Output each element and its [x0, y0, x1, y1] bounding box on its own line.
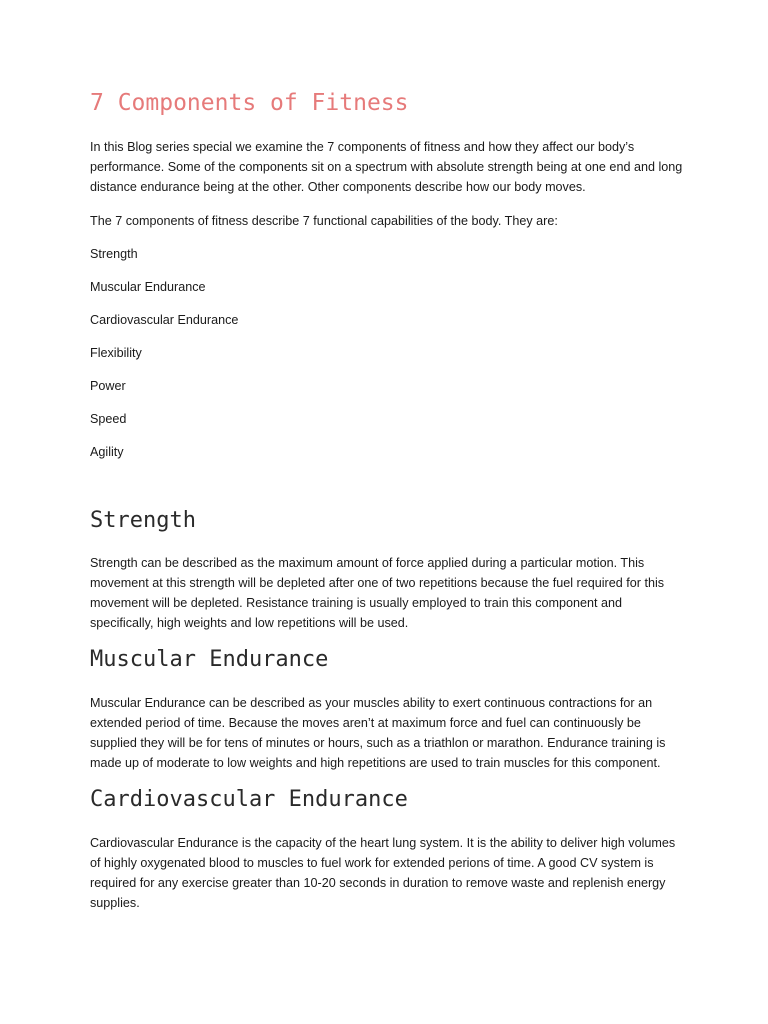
section-heading-cardiovascular-endurance: Cardiovascular Endurance: [90, 787, 408, 812]
list-item: Agility: [90, 445, 124, 459]
section-body-cardiovascular-endurance: Cardiovascular Endurance is the capacity of the heart lung system. It is the ability to deliver high volumes of highly oxygenated blood to muscles to fuel work for extended perions of time. A good CV system is required for any exercise greater than 10-20 seconds in duration to remove waste and replenish energy supplies.: [90, 836, 676, 910]
list-item: Flexibility: [90, 346, 142, 360]
section-heading-muscular-endurance: Muscular Endurance: [90, 647, 329, 672]
list-intro-paragraph: The 7 components of fitness describe 7 functional capabilities of the body. They are:: [90, 214, 558, 228]
list-item: Speed: [90, 412, 127, 426]
list-item: Power: [90, 379, 126, 393]
intro-paragraph: In this Blog series special we examine the 7 components of fitness and how they affect our body’s performance. Some of the components sit on a spectrum with absolute strength being at one end and long distance endurance being at the other. Other components describe how our body moves.: [90, 140, 683, 194]
list-item: Muscular Endurance: [90, 280, 206, 294]
document-title: 7 Components of Fitness: [90, 90, 409, 116]
list-item: Cardiovascular Endurance: [90, 313, 239, 327]
section-body-strength: Strength can be described as the maximum amount of force applied during a particular motion. This movement at this strength will be depleted after one of two repetitions because the fuel required for this movement will be depleted. Resistance training is usually employed to train this component and specifically, high weights and low repetitions will be used.: [90, 556, 665, 630]
section-body-muscular-endurance: Muscular Endurance can be described as your muscles ability to exert continuous contractions for an extended period of time. Because the moves aren’t at maximum force and fuel can continuously be supplied they will be for tens of minutes or hours, such as a triathlon or marathon. Endurance training is made up of moderate to low weights and high repetitions are used to train muscles for this component.: [90, 696, 666, 770]
components-list: [90, 244, 238, 475]
list-item: Strength: [90, 247, 138, 261]
section-heading-strength: Strength: [90, 508, 196, 533]
